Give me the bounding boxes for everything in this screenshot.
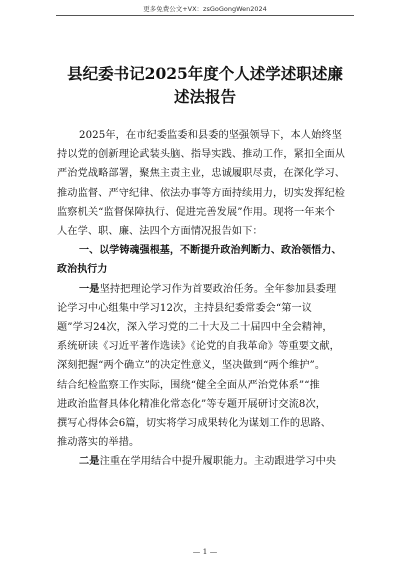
paragraph-line: 系统研读《习近平著作选读》《论党的自我革命》等重要文献，	[57, 341, 340, 353]
section-heading-line: 政治执行力	[57, 264, 108, 276]
paragraph-line	[57, 280, 363, 299]
page-number: — 1 —	[192, 547, 218, 556]
intro-line: 人在学、职、廉、法四个方面情况报告如下：	[57, 226, 263, 238]
paragraph-line	[57, 452, 363, 471]
paragraph-point-2	[57, 452, 363, 471]
section-heading-1	[57, 241, 363, 279]
point-text: 坚持把理论学习作为首要政治任务。全年参加县委理	[99, 283, 337, 295]
intro-line: 监察机关“监督保障执行、促进完善发展”作用。现将一年来个	[57, 206, 336, 218]
intro-line: 推动监督、严守纪律、依法办事等方面持续用力，切实发挥纪检	[57, 187, 346, 199]
paragraph-line: 论学习中心组集中学习12次，主持县纪委常委会“第一议	[57, 302, 313, 314]
intro-line: 严治党战略部署，聚焦主责主业，忠诚履职尽责，在深化学习、	[57, 168, 346, 180]
paragraph-line: 深刻把握“两个确立”的决定性意义，坚决做到“两个维护”。	[57, 360, 326, 372]
point-lead: 二是	[79, 455, 100, 468]
paragraph-line: 推动落实的举措。	[57, 437, 140, 449]
header-divider	[56, 15, 354, 16]
paragraph-line: 撰写心得体会6篇，切实将学习成果转化为谋划工作的思路、	[57, 418, 332, 430]
paragraph-point-1	[57, 280, 363, 453]
document-body	[57, 126, 363, 472]
title-line-1: 县纪委书记2025年度个人述学述职述廉	[67, 64, 343, 83]
intro-line: 持以党的创新理论武装头脑、指导实践、推动工作，紧扣全面从	[57, 149, 346, 161]
paragraph-line: 结合纪检监察工作实际，围绕“健全全面从严治党体系”“推	[57, 379, 320, 391]
point-text: 注重在学用结合中提升履职能力。主动跟进学习中央	[99, 456, 337, 468]
paragraph-line: 题”学习24次，深入学习党的二十大及二十届四中全会精神，	[57, 322, 333, 334]
document-title	[30, 62, 380, 108]
section-heading-line: 一、以学铸魂强根基，不断提升政治判断力、政治领悟力、	[79, 245, 342, 257]
paragraph-line: 进政治监督具体化精准化常态化”等专题开展研讨交流8次，	[57, 398, 327, 410]
header-note: 更多免费公文+VX：zsGoGongWen2024	[143, 5, 267, 13]
title-line-2: 述法报告	[173, 87, 236, 106]
intro-line: 2025年，在市纪委监委和县委的坚强领导下，本人始终坚	[79, 130, 342, 141]
point-lead: 一是	[79, 282, 100, 295]
intro-paragraph	[57, 126, 363, 241]
